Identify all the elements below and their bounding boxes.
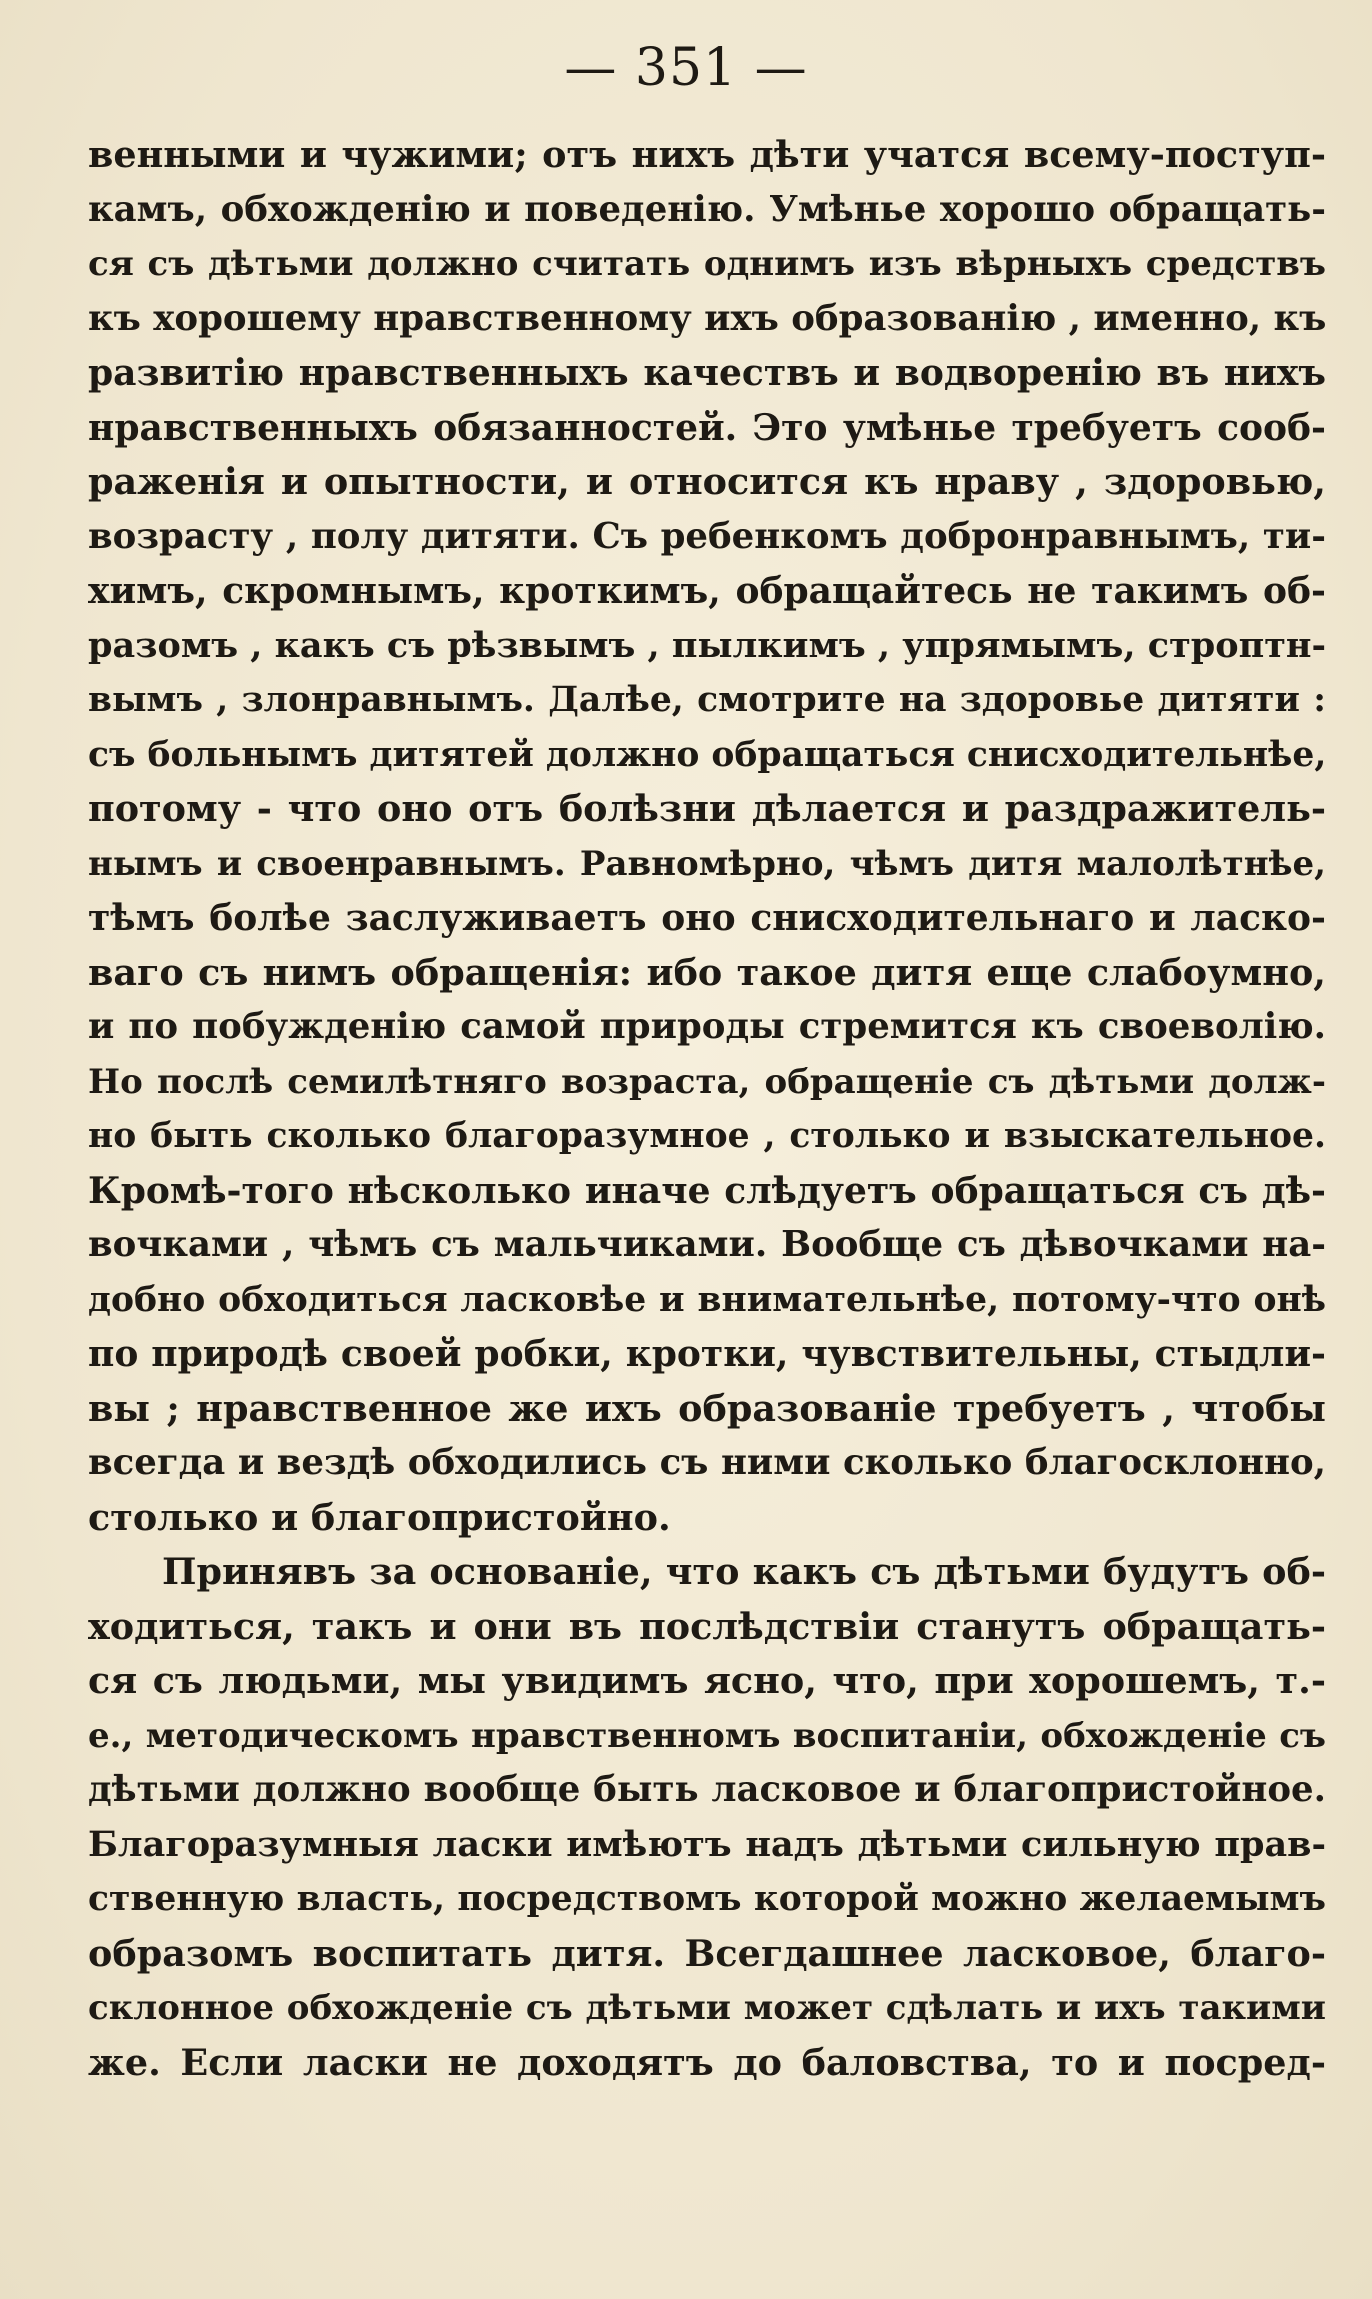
text-line: развитію нравственныхъ качествъ и водворенію въ нихъ bbox=[88, 352, 1326, 394]
paragraph-2 bbox=[88, 1545, 1326, 2090]
text-line: къ хорошему нравственному ихъ образованію , именно, къ bbox=[88, 297, 1326, 339]
text-line: но быть сколько благоразумное , столько и взыскательное. bbox=[88, 1116, 1326, 1156]
text-line: возрасту , полу дитяти. Съ ребенкомъ добронравнымъ, ти- bbox=[88, 515, 1326, 557]
text-line: столько и благопристойно. bbox=[88, 1495, 671, 1539]
text-line: потому - что оно отъ болѣзни дѣлается и раздражитель- bbox=[88, 787, 1326, 830]
text-line: разомъ , какъ съ рѣзвымъ , пылкимъ , упрямымъ, строптн- bbox=[88, 624, 1326, 666]
text-line: Кромѣ-того нѣсколько иначе слѣдуетъ обращаться съ дѣ- bbox=[88, 1169, 1326, 1212]
text-line: образомъ воспитать дитя. Всегдашнее ласковое, благо- bbox=[88, 1931, 1326, 1975]
text-line: химъ, скромнымъ, кроткимъ, обращайтесь не такимъ об- bbox=[88, 570, 1326, 612]
text-line: по природѣ своей робки, кротки, чувствительны, стыдли- bbox=[88, 1333, 1326, 1375]
text-line: съ больнымъ дитятей должно обращаться снисходительнѣе, bbox=[88, 734, 1326, 775]
text-line: вымъ , злонравнымъ. Далѣе, смотрите на здоровье дитяти : bbox=[88, 680, 1326, 720]
text-line: нымъ и своенравнымъ. Равномѣрно, чѣмъ дитя малолѣтнѣе, bbox=[88, 843, 1326, 884]
text-line: ходиться, такъ и они въ послѣдствіи станутъ обращать- bbox=[88, 1604, 1326, 1648]
text-line: камъ, обхожденію и поведенію. Умѣнье хорошо обращать- bbox=[88, 188, 1326, 230]
paragraph-1 bbox=[88, 128, 1326, 1545]
text-line: дѣтьми должно вообще быть ласковое и благопристойное. bbox=[88, 1769, 1326, 1810]
text-line: добно обходиться ласковѣе и внимательнѣе, потому-что онѣ bbox=[88, 1279, 1326, 1320]
body-text bbox=[88, 128, 1326, 2090]
text-line: венными и чужими; отъ нихъ дѣти учатся всему-поступ- bbox=[88, 133, 1326, 176]
text-line: Принявъ за основаніе, что какъ съ дѣтьми будутъ об- bbox=[162, 1550, 1326, 1593]
text-line: склонное обхожденіе съ дѣтьми может сдѣлать и ихъ такими bbox=[88, 1988, 1326, 2028]
text-line: нравственныхъ обязанностей. Это умѣнье требуетъ сооб- bbox=[88, 406, 1326, 449]
text-line: ся съ людьми, мы увидимъ ясно, что, при хорошемъ, т.- bbox=[88, 1659, 1326, 1702]
page-number: — 351 — bbox=[564, 38, 808, 98]
text-line: ваго съ нимъ обращенія: ибо такое дитя еще слабоумно, bbox=[88, 950, 1326, 994]
text-line: и по побужденію самой природы стремится къ своеволію. bbox=[88, 1006, 1326, 1047]
text-line: же. Если ласки не доходятъ до баловства, то и посред- bbox=[88, 2040, 1326, 2084]
text-line: е., методическомъ нравственномъ воспитаніи, обхожденіе съ bbox=[88, 1715, 1326, 1756]
text-line: раженія и опытности, и относится къ нраву , здоровью, bbox=[88, 460, 1326, 503]
text-line: Но послѣ семилѣтняго возраста, обращеніе съ дѣтьми долж- bbox=[88, 1061, 1326, 1102]
text-line: всегда и вездѣ обходились съ ними сколько благосклонно, bbox=[88, 1442, 1326, 1483]
text-line: ся съ дѣтьми должно считать однимъ изъ вѣрныхъ средствъ bbox=[88, 244, 1326, 284]
text-line: Благоразумныя ласки имѣютъ надъ дѣтьми сильную прав- bbox=[88, 1823, 1326, 1865]
text-line: тѣмъ болѣе заслуживаетъ оно снисходительнаго и ласко- bbox=[88, 897, 1326, 939]
text-line: вы ; нравственное же ихъ образованіе требуетъ , чтобы bbox=[88, 1386, 1326, 1430]
text-line: ственную власть, посредствомъ которой можно желаемымъ bbox=[88, 1879, 1326, 1919]
text-line: вочками , чѣмъ съ мальчиками. Вообще съ дѣвочками на- bbox=[88, 1224, 1326, 1265]
